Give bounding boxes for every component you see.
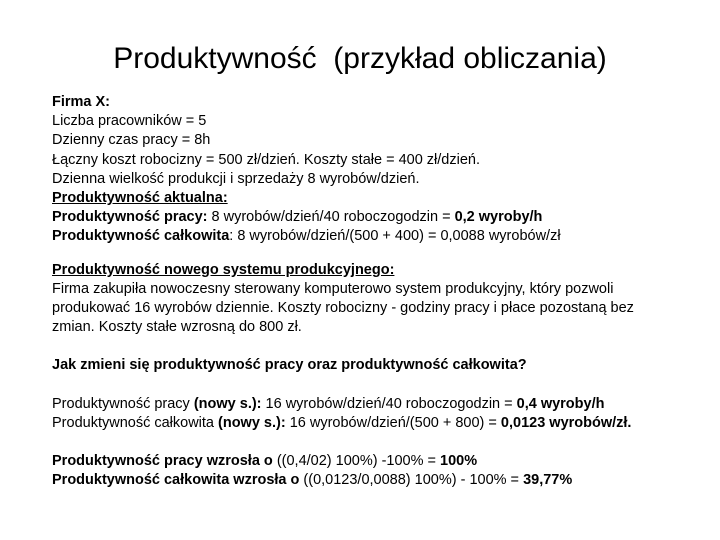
slide-title: Produktywność (przykład obliczania) <box>113 42 607 75</box>
total-growth-line <box>52 471 702 490</box>
total-productivity-line <box>52 227 702 246</box>
new-total-result: 0,0123 wyrobów/zł. <box>500 414 632 431</box>
new-labor-tag: (nowy s.): <box>193 395 262 412</box>
labor-productivity-label: Produktywność pracy: <box>52 209 208 226</box>
labor-growth-line <box>52 452 702 471</box>
new-labor-productivity-line <box>52 395 702 414</box>
labor-productivity-formula: 8 wyrobów/dzień/40 roboczogodzin = <box>207 209 455 226</box>
question-line: Jak zmieni się produktywność pracy oraz produktywność całkowita? <box>52 357 527 374</box>
new-labor-formula: 16 wyrobów/dzień/40 roboczogodzin = <box>261 395 517 412</box>
production-line: Dzienna wielkość produkcji i sprzedaży 8 wyrobów/dzień. <box>52 170 420 187</box>
labor-growth-formula: ((0,4/02) 100%) -100% = <box>276 453 441 470</box>
new-total-tag: (nowy s.): <box>218 414 286 431</box>
work-time-line: Dzienny czas pracy = 8h <box>52 132 211 149</box>
slide-body <box>52 93 702 490</box>
total-growth-label: Produktywność całkowita wzrosła o <box>52 472 304 489</box>
labor-productivity-result: 0,2 wyroby/h <box>454 209 543 226</box>
current-productivity-heading: Produktywność aktualna: <box>52 190 228 207</box>
new-labor-label: Produktywność pracy <box>52 395 194 412</box>
total-growth-result: 39,77% <box>523 472 573 489</box>
new-total-label: Produktywność całkowita <box>52 414 219 431</box>
labor-growth-result: 100% <box>440 453 478 470</box>
new-labor-result: 0,4 wyroby/h <box>516 395 605 412</box>
new-total-formula: 16 wyrobów/dzień/(500 + 800) = <box>285 414 501 431</box>
total-productivity-formula: : 8 wyrobów/dzień/(500 + 400) = 0,0088 wyrobów/zł <box>229 228 561 245</box>
new-system-text-3: zmian. Koszty stałe wzrosną do 800 zł. <box>52 319 302 336</box>
employees-line: Liczba pracowników = 5 <box>52 113 207 130</box>
total-productivity-label: Produktywność całkowita <box>52 228 230 245</box>
costs-line: Łączny koszt robocizny = 500 zł/dzień. Koszty stałe = 400 zł/dzień. <box>52 151 480 168</box>
new-system-heading: Produktywność nowego systemu produkcyjnego: <box>52 261 395 278</box>
labor-growth-label: Produktywność pracy wzrosła o <box>52 453 277 470</box>
company-label: Firma X: <box>52 94 111 110</box>
labor-productivity-line <box>52 208 702 227</box>
new-total-productivity-line <box>52 414 702 433</box>
new-system-text-2: produkować 16 wyrobów dziennie. Koszty robocizny - godziny pracy i płace pozostaną bez <box>52 300 634 317</box>
new-system-text-1: Firma zakupiła nowoczesny sterowany komputerowo system produkcyjny, który pozwoli <box>52 280 614 297</box>
total-growth-formula: ((0,0123/0,0088) 100%) - 100% = <box>303 472 524 489</box>
